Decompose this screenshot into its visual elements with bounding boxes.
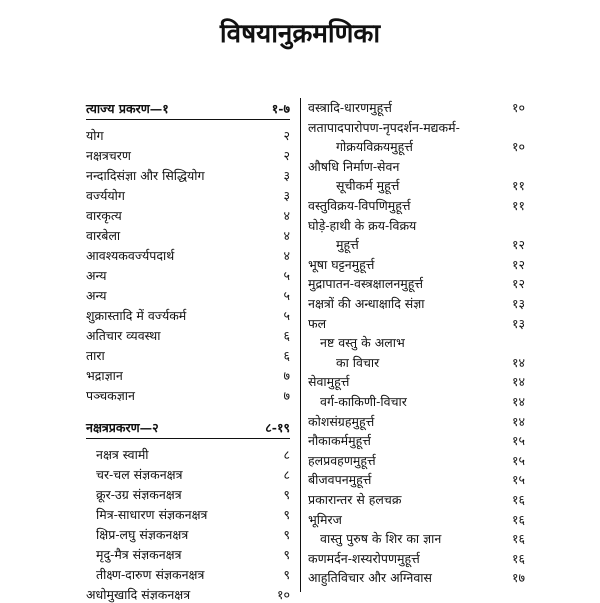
- entry-label: बीजवपनमुहूर्त्त: [308, 472, 372, 488]
- page-number: ६: [283, 348, 290, 363]
- page-number: १४: [511, 374, 525, 390]
- page-number: १०: [511, 139, 525, 155]
- entry-label: आहुतिविचार और अग्निवास: [308, 570, 432, 586]
- page-number: १३: [511, 315, 525, 331]
- entry-label: कोशसंग्रहमुहूर्त्त: [308, 413, 375, 429]
- page-number: १-७: [271, 101, 290, 116]
- entry-label: सूचीकर्म मुहूर्त्त: [336, 178, 400, 194]
- page-number: ७: [283, 388, 290, 403]
- entry-label: अधोमुखादि संज्ञकनक्षत्र: [86, 587, 191, 602]
- entry-label: वस्त्रादि-धारणमुहूर्त्त: [308, 100, 392, 115]
- page-number: १६: [511, 492, 525, 507]
- page-number: ६: [283, 328, 290, 343]
- entry-label: नक्षत्रप्रकरण—२: [86, 420, 159, 435]
- page-number: २: [283, 128, 290, 143]
- page-number: १४: [511, 394, 525, 409]
- entry-label: भद्राज्ञान: [86, 368, 123, 383]
- entry-label: सेवामुहूर्त्त: [308, 374, 350, 390]
- page-number: १४: [511, 413, 525, 429]
- page-number: ९: [283, 507, 290, 522]
- page-number: ३: [283, 168, 290, 183]
- page-number: १५: [511, 452, 525, 468]
- entry-label: भूषा घट्टनमुहूर्त्त: [308, 256, 375, 272]
- page-number: ८: [283, 447, 290, 462]
- page-number: १६: [511, 531, 525, 547]
- entry-label: फल: [308, 315, 327, 331]
- entry-label: भूमिरज: [308, 511, 342, 527]
- page-number: ९: [283, 547, 290, 562]
- page-number: ११: [511, 198, 525, 213]
- entry-label: नक्षत्रचरण: [86, 148, 131, 163]
- page-number: १२: [511, 276, 525, 292]
- page-number: ९: [283, 567, 290, 582]
- page-number: ५: [283, 288, 290, 303]
- page-number: १३: [511, 296, 525, 311]
- entry-label: औषधि निर्माण-सेवन: [308, 158, 400, 174]
- entry-label: प्रकारान्तर से हलचक्र: [308, 492, 402, 507]
- entry-label: हलप्रवहणमुहूर्त्त: [308, 452, 376, 468]
- entry-label: मित्र-साधारण संज्ञकनक्षत्र: [96, 507, 208, 522]
- entry-label: योग: [86, 128, 104, 143]
- page-number: १०: [511, 100, 525, 115]
- entry-label: पञ्चकज्ञान: [86, 388, 135, 403]
- entry-label: आवश्यकवर्ज्यपदार्थ: [86, 248, 175, 263]
- entry-label: शुक्रास्तादि में वर्ज्यकर्म: [86, 308, 187, 323]
- page-number: ४: [283, 208, 290, 223]
- entry-label: नक्षत्र स्वामी: [96, 447, 149, 462]
- page-number: १६: [511, 511, 525, 527]
- page-number: १६: [511, 550, 525, 566]
- page-number: १२: [511, 237, 525, 253]
- entry-label: वारबेला: [86, 228, 121, 243]
- page-number: ३: [283, 188, 290, 203]
- entry-label: वर्ग-काकिणी-विचार: [320, 394, 407, 409]
- entry-label: अतिचार व्यवस्था: [86, 328, 161, 343]
- entry-label: कणमर्दन-शस्यरोपणमुहूर्त्त: [308, 550, 420, 566]
- entry-label: वास्तु पुरुष के शिर का ज्ञान: [320, 531, 442, 547]
- entry-label: क्षिप्र-लघु संज्ञकनक्षत्र: [96, 527, 189, 542]
- page-number: १०: [276, 587, 290, 602]
- page-number: ४: [283, 228, 290, 243]
- entry-label: त्याज्य प्रकरण—१: [86, 101, 169, 116]
- entry-label: वर्ज्ययोग: [86, 188, 125, 203]
- entry-label: मुहूर्त्त: [336, 237, 359, 253]
- page-number: ५: [283, 308, 290, 323]
- entry-label: वस्तुविक्रय-विपणिमुहूर्त्त: [308, 198, 411, 213]
- page-number: १७: [511, 570, 525, 586]
- page-number: २: [283, 148, 290, 163]
- entry-label: नक्षत्रों की अन्धाक्षादि संज्ञा: [308, 296, 425, 311]
- entry-label: गोक्रयविक्रयमुहूर्त्त: [336, 139, 413, 155]
- entry-label: का विचार: [336, 354, 380, 370]
- entry-label: चर-चल संज्ञकनक्षत्र: [96, 467, 183, 482]
- page-title: विषयानुक्रमणिका: [219, 19, 381, 49]
- page-number: ११: [511, 178, 525, 194]
- page-number: ८-१९: [265, 420, 290, 435]
- entry-label: वारकृत्य: [86, 208, 122, 223]
- page-number: १४: [511, 354, 525, 370]
- entry-label: अन्य: [86, 288, 107, 303]
- entry-label: तीक्ष्ण-दारुण संज्ञकनक्षत्र: [96, 567, 205, 582]
- page-number: ९: [283, 487, 290, 502]
- entry-label: क्रूर-उग्र संज्ञकनक्षत्र: [96, 487, 182, 502]
- entry-label: मुद्रापातन-वस्त्रक्षालनमुहूर्त्त: [308, 276, 424, 292]
- page-number: ५: [283, 268, 290, 283]
- page-number: १२: [511, 256, 525, 272]
- page-number: ९: [283, 527, 290, 542]
- entry-label: नष्ट वस्तु के अलाभ: [320, 335, 405, 351]
- entry-label: घोड़े-हाथी के क्रय-विक्रय: [308, 217, 417, 233]
- heading-underline: [86, 119, 290, 120]
- entry-label: अन्य: [86, 268, 107, 283]
- entry-label: नौकाकर्ममुहूर्त्त: [308, 433, 371, 449]
- page-number: ८: [283, 467, 290, 482]
- page-number: १५: [511, 433, 525, 449]
- page-number: १५: [511, 472, 525, 488]
- page-number: ७: [283, 368, 290, 383]
- entry-label: मृदु-मैत्र संज्ञकनक्षत्र: [96, 547, 182, 562]
- page-number: ४: [283, 248, 290, 263]
- entry-label: लतापादपारोपण-नृपदर्शन-मद्यकर्म-: [308, 119, 460, 135]
- entry-label: तारा: [86, 348, 105, 363]
- entry-label: नन्दादिसंज्ञा और सिद्धियोग: [86, 168, 205, 183]
